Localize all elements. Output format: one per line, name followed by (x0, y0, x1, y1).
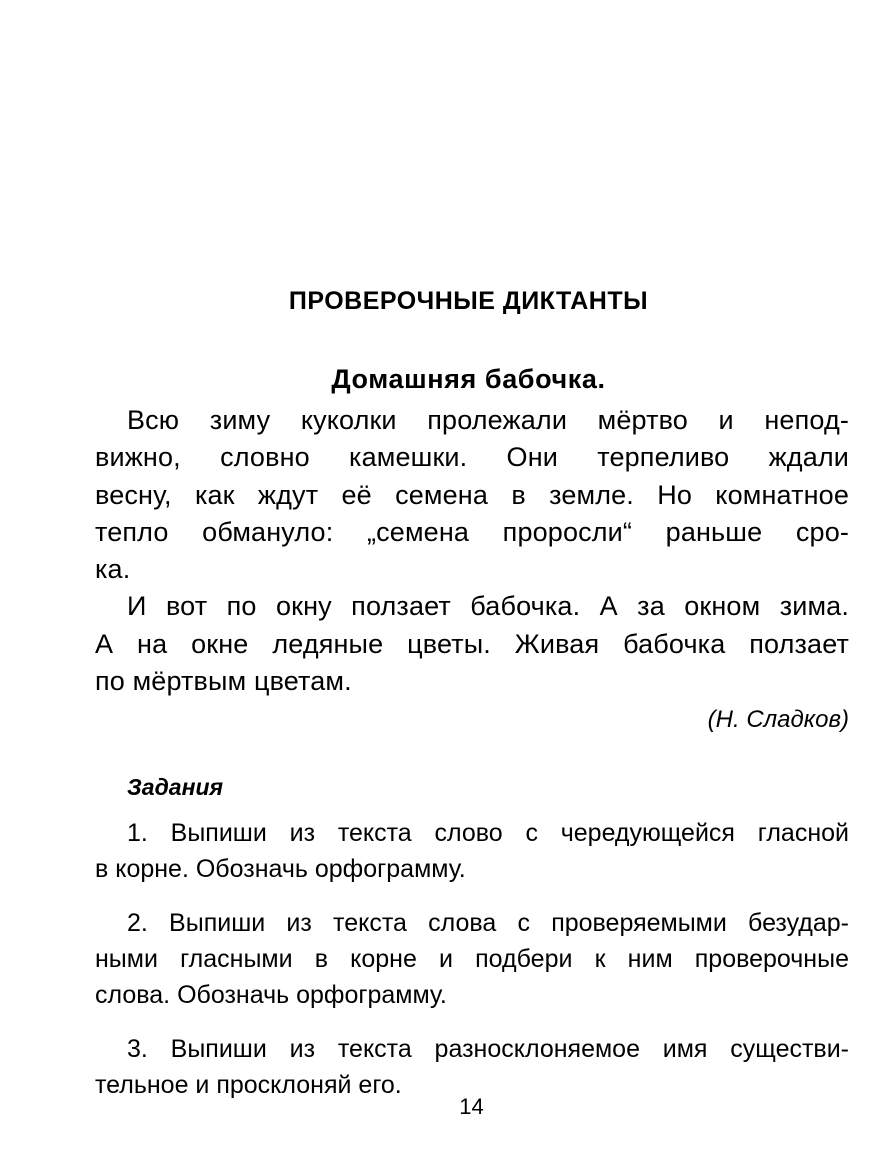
story-line: ка. (95, 554, 131, 585)
story-line: И вот по окну ползает бабочка. А за окном зима. (127, 591, 849, 622)
story-line: А на окне ледяные цветы. Живая бабочка ползает (95, 628, 849, 659)
task-line: 3. Выпиши из текста разносклоняемое имя существи- (127, 1035, 849, 1063)
task-line: слова. Обозначь орфограмму. (95, 981, 447, 1009)
task-line: тельное и просклоняй его. (95, 1071, 402, 1099)
task-line: 2. Выпиши из текста слова с проверяемыми безудар- (127, 909, 849, 937)
tasks-heading: Задания (127, 774, 224, 800)
task-gap (95, 1013, 849, 1031)
story-author: (Н. Сладков) (707, 706, 849, 733)
page-number: 14 (459, 1094, 484, 1119)
section-title: ПРОВЕРОЧНЫЕ ДИКТАНТЫ (288, 287, 649, 315)
task-line: 1. Выпиши из текста слово с чередующейся гласной (127, 819, 849, 847)
tasks-list (95, 815, 849, 1103)
story-line: тепло обмануло: „семена проросли“ раньше сро- (95, 516, 849, 547)
task-line: ными гласными в корне и подбери к ним проверочные (95, 945, 849, 973)
story-title: Домашняя бабочка. (331, 364, 606, 394)
task-gap (95, 887, 849, 905)
story-line: весну, как ждут её семена в земле. Но комнатное (95, 479, 849, 510)
story-line: по мёртвым цветам. (95, 666, 352, 697)
task-line: в корне. Обозначь орфограмму. (95, 855, 466, 883)
story-text (95, 402, 849, 700)
story-line: вижно, словно камешки. Они терпеливо ждали (95, 442, 849, 473)
story-line: Всю зиму куколки пролежали мёртво и непод- (127, 405, 849, 435)
